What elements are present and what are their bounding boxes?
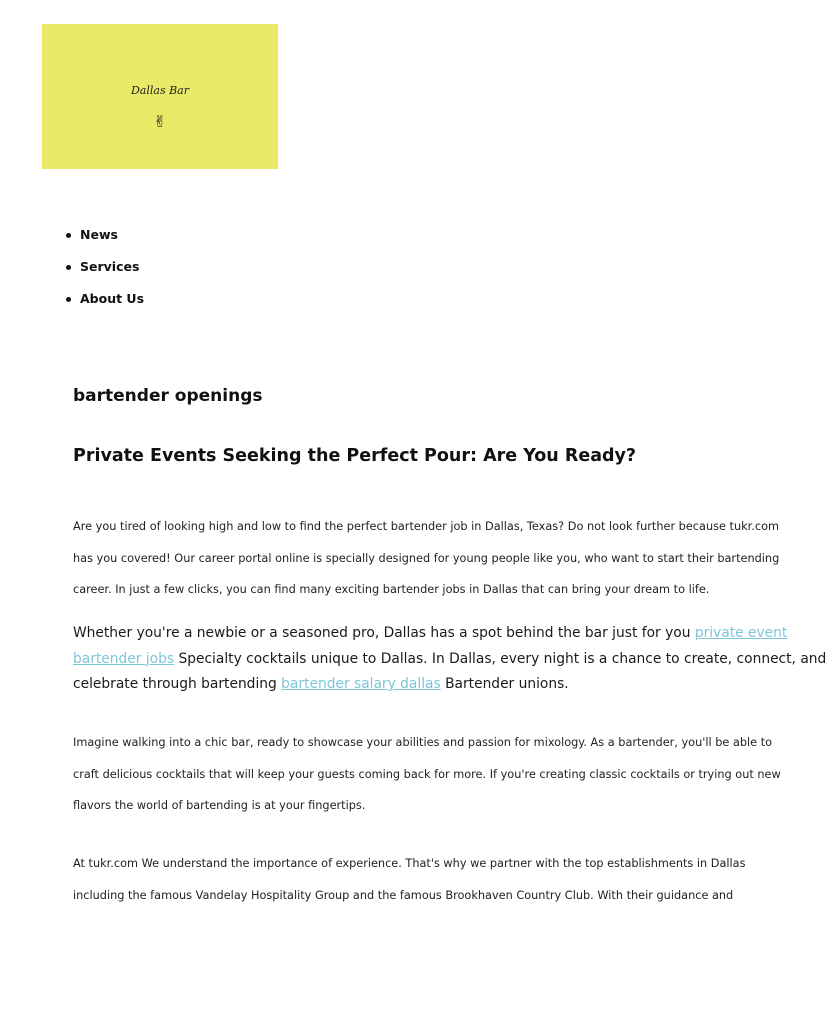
article-content bbox=[73, 384, 826, 944]
main-nav bbox=[66, 226, 144, 322]
logo-title: Dallas Bar bbox=[130, 84, 189, 97]
nav-item-services[interactable] bbox=[66, 258, 144, 290]
nav-item-news[interactable] bbox=[66, 226, 144, 258]
nav-item-label: About Us bbox=[80, 291, 145, 306]
bullet-icon bbox=[66, 265, 71, 270]
paragraph-links bbox=[73, 622, 826, 699]
keyword-heading: bartender openings bbox=[73, 386, 263, 406]
bullet-icon bbox=[66, 233, 71, 238]
link-private-event[interactable]: private event bbox=[694, 625, 788, 641]
article-headline: Private Events Seeking the Perfect Pour: Are You Ready? bbox=[73, 446, 637, 466]
nav-item-about-us[interactable] bbox=[66, 290, 144, 322]
paragraph-line: career. In just a few clicks, you can find many exciting bartender jobs in Dallas that can bring your dream to life. bbox=[73, 583, 710, 596]
nav-item-label: Services bbox=[80, 259, 140, 274]
site-logo[interactable] bbox=[42, 24, 278, 169]
paragraph-text: Whether you're a newbie or a seasoned pro, Dallas has a spot behind the bar just for you bbox=[73, 625, 695, 641]
paragraph-line: flavors the world of bartending is at your fingertips. bbox=[73, 799, 366, 812]
paragraph-intro bbox=[73, 518, 780, 613]
nav-item-label: News bbox=[80, 227, 118, 242]
paragraph-line: Are you tired of looking high and low to find the perfect bartender job in Dallas, Texas? Do not look further because tukr.com bbox=[73, 520, 779, 533]
paragraph-line: craft delicious cocktails that will keep your guests coming back for more. If you're creating classic cocktails or trying out new bbox=[73, 767, 781, 781]
bullet-icon bbox=[66, 297, 71, 302]
paragraph-line: Imagine walking into a chic bar, ready to showcase your abilities and passion for mixology. As a bartender, you'll be able to bbox=[73, 736, 773, 749]
link-bartender-jobs[interactable]: bartender jobs bbox=[73, 650, 175, 667]
paragraph-mixology bbox=[73, 734, 781, 829]
paragraph-line: has you covered! Our career portal online is specially designed for young people like you, who want to start their bartending bbox=[73, 551, 780, 565]
paragraph-line: including the famous Vandelay Hospitality Group and the famous Brookhaven Country Club. With their guidance and bbox=[73, 888, 734, 902]
link-bartender-salary-dallas[interactable]: bartender salary dallas bbox=[281, 676, 441, 692]
paragraph-partners bbox=[73, 855, 746, 918]
paragraph-text: celebrate through bartending bbox=[73, 676, 282, 692]
paragraph-text: Bartender unions. bbox=[440, 676, 569, 692]
paragraph-text: Specialty cocktails unique to Dallas. In Dallas, every night is a chance to create, connect, and bbox=[174, 650, 826, 667]
paragraph-line: At tukr.com We understand the importance of experience. That's why we partner with the top establishments in Dallas bbox=[73, 857, 746, 870]
peace-hand-icon: ✌ bbox=[153, 112, 167, 131]
